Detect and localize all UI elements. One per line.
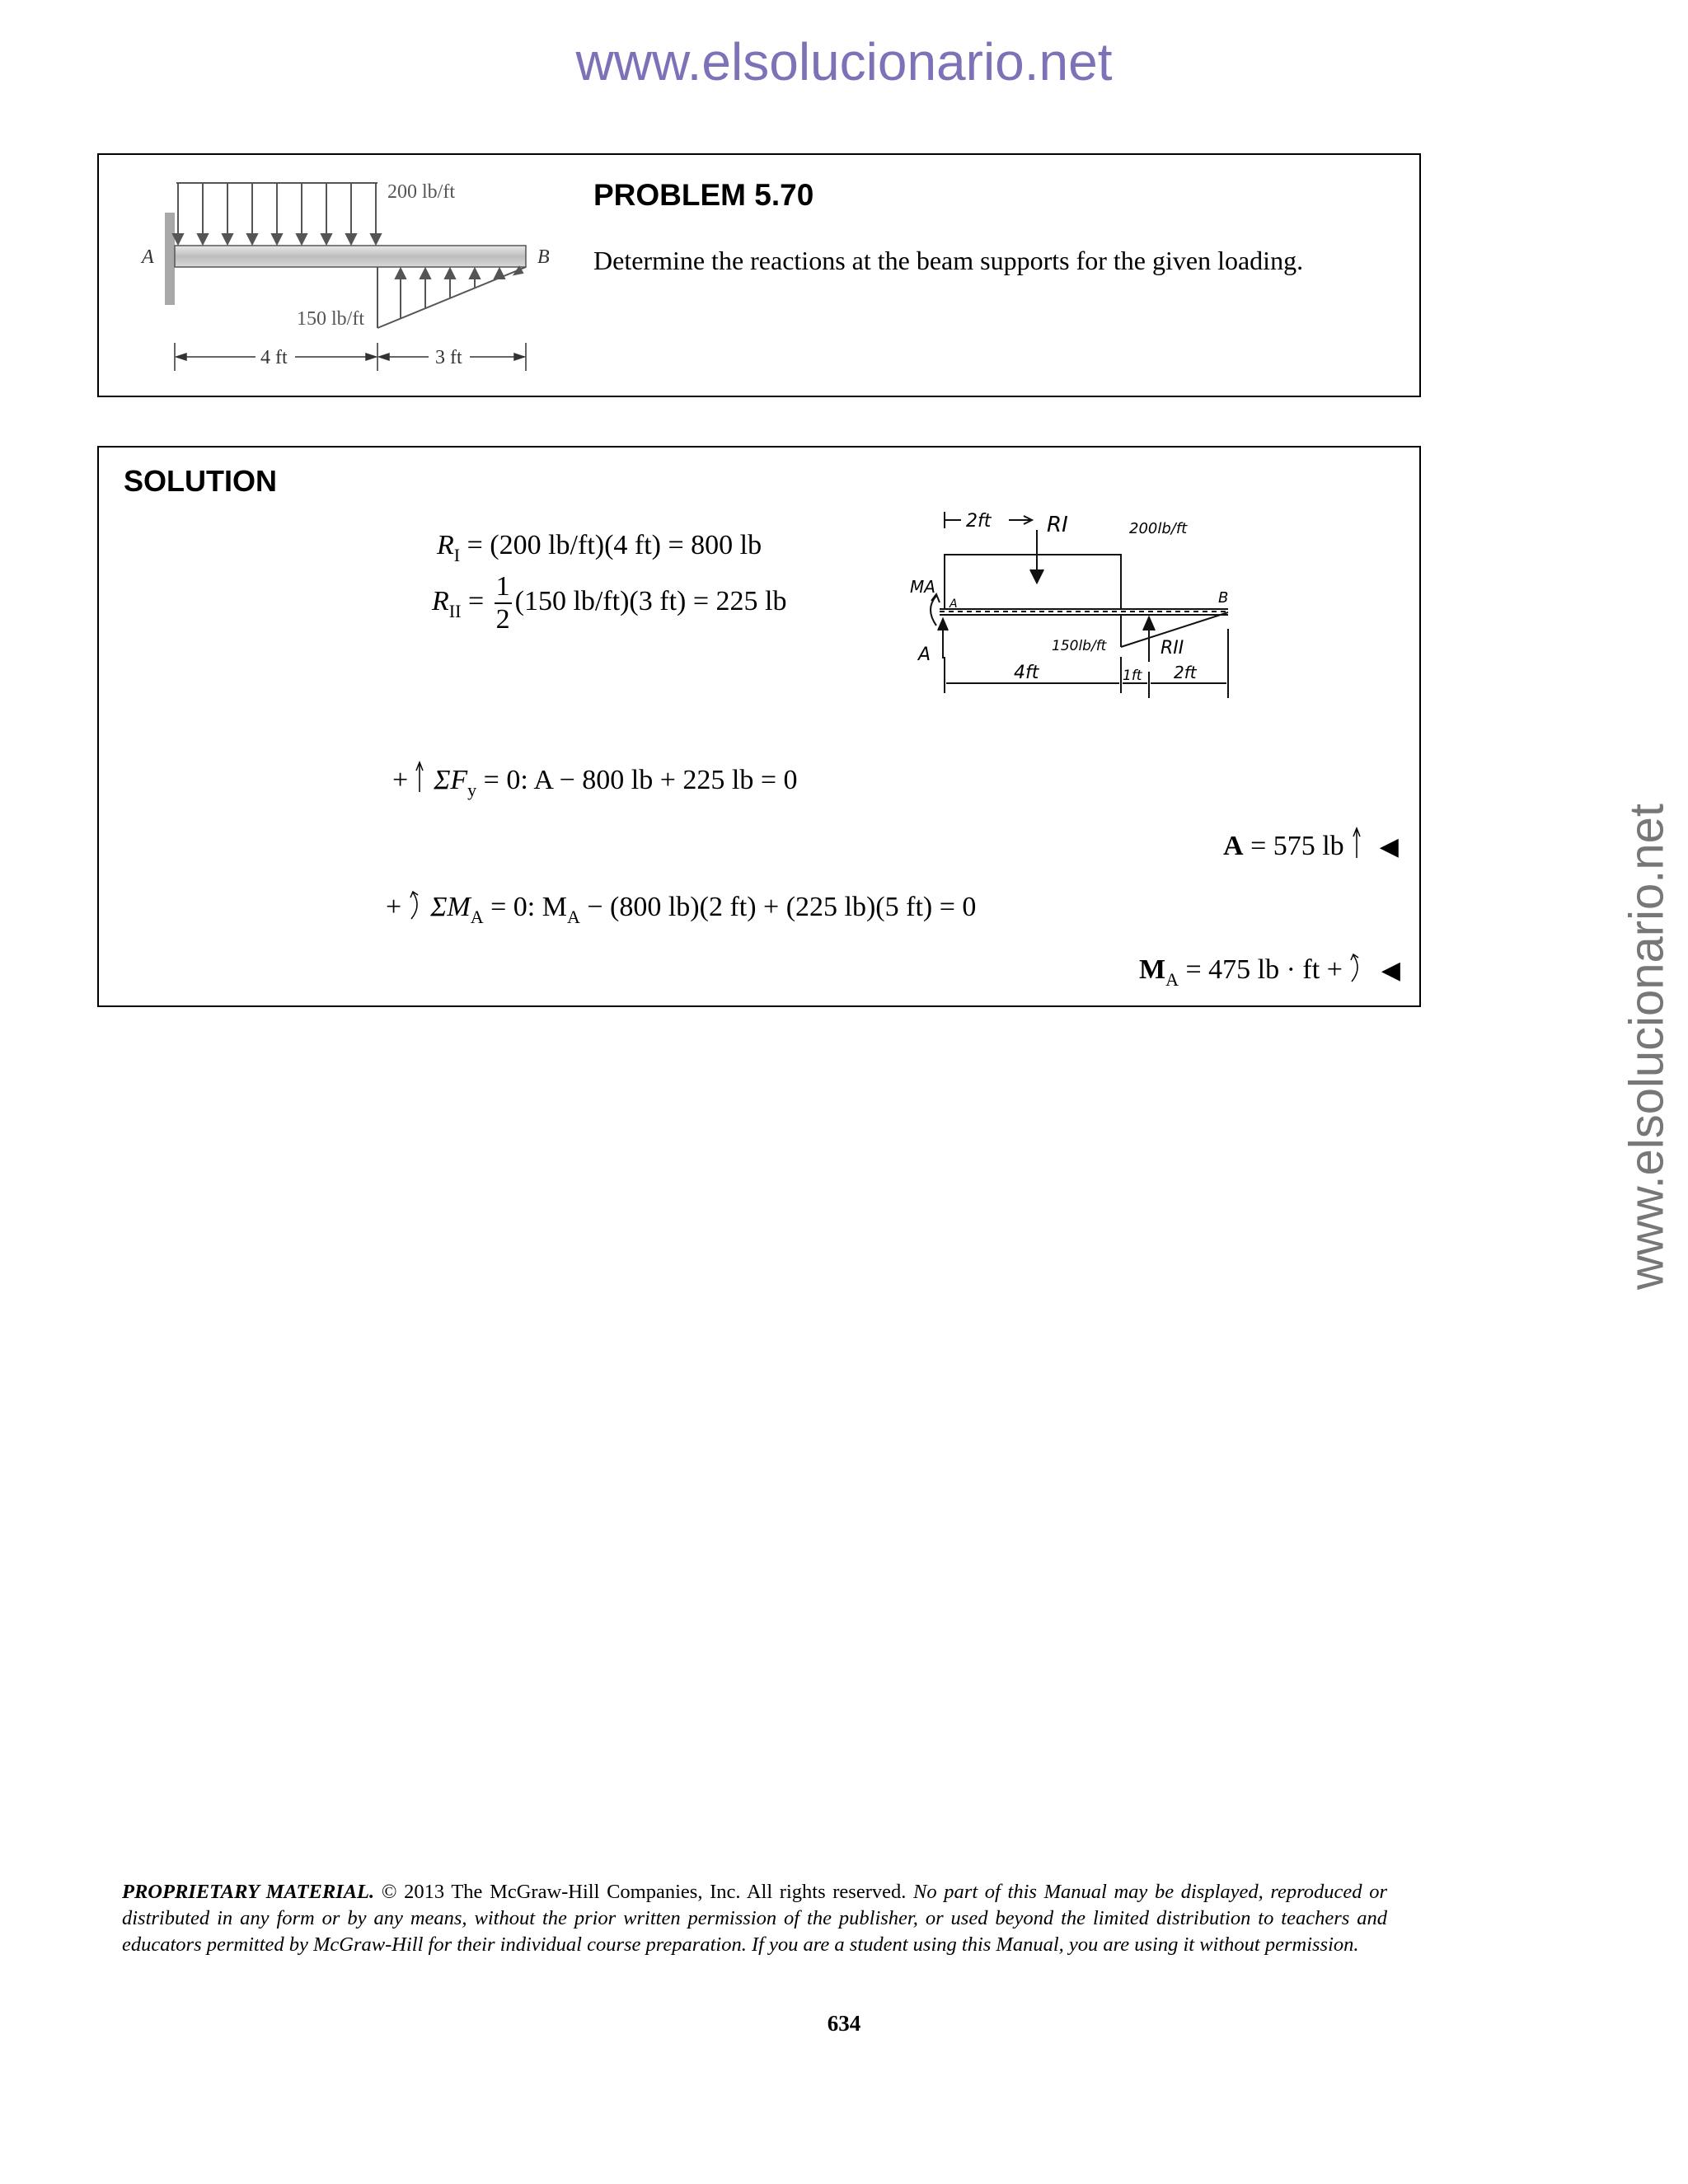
problem-title: PROBLEM 5.70: [593, 178, 814, 212]
result-a: A = 575 lb ◀: [1223, 827, 1399, 862]
label-b: B: [537, 246, 550, 268]
wall-support: [165, 213, 175, 305]
problem-box: [97, 153, 1421, 397]
sketch-ma: MA: [910, 577, 935, 597]
result-ma: $M_A = 475$ lb · ft + ◀: [1139, 952, 1400, 986]
ccw-rotation-icon: [409, 889, 424, 922]
dim-right: 3 ft: [435, 347, 462, 368]
sketch-dim-1ft: 1ft: [1123, 668, 1142, 684]
equation-sum-fy: + $\Sigma F_y = 0$: A − 800 lb + 225 lb = 0: [392, 761, 798, 796]
sketch-a-small: A: [950, 598, 958, 611]
watermark-top: www.elsolucionario.net: [575, 32, 1113, 91]
triangular-load: [377, 267, 526, 328]
sketch-load-150: 150lb/ft: [1052, 638, 1107, 654]
sketch-r1: RI: [1047, 513, 1068, 537]
arrow-up-icon: [1351, 827, 1362, 860]
answer-marker-icon: ◀: [1379, 832, 1399, 861]
free-body-sketch: [907, 497, 1269, 711]
sketch-dim-2ft: 2ft: [966, 511, 992, 532]
label-a: A: [142, 246, 154, 268]
sketch-load-200: 200lb/ft: [1129, 520, 1188, 537]
problem-figure: [99, 155, 560, 399]
sketch-dim-2ft-b: 2ft: [1174, 663, 1197, 682]
solution-box: [97, 446, 1421, 1007]
ccw-rotation-icon: [1349, 952, 1364, 985]
sketch-a-reaction: A: [918, 644, 931, 665]
sketch-r2: RII: [1160, 638, 1184, 658]
beam: [175, 246, 526, 267]
dim-left: 4 ft: [260, 347, 288, 368]
answer-marker-icon: ◀: [1381, 956, 1400, 985]
dimension-lines: [175, 343, 526, 371]
problem-text: Determine the reactions at the beam supports for the given loading.: [593, 246, 1304, 275]
equation-sum-ma: + $\Sigma M_A = 0$: $M_A - (800$ lb)(2 ft) + (225 lb)(5 ft) = 0: [386, 889, 976, 923]
solution-title: SOLUTION: [124, 464, 277, 498]
equation-r1: $R_I = (200$ lb/ft)(4 ft) = 800 lb: [437, 530, 762, 565]
fraction-one-half: $\frac{1}{2}$: [495, 571, 510, 635]
uniform-load: [173, 183, 381, 244]
label-uniform-load: 200 lb/ft: [387, 181, 455, 203]
equation-r2: $R_{II}$ = $\frac{1}{2}$ (150 lb/ft)(3 ft) = 225 lb: [432, 571, 787, 635]
label-triangular-load: 150 lb/ft: [297, 308, 364, 330]
footer-copyright: PROPRIETARY MATERIAL. © 2013 The McGraw-Hill Companies, Inc. All rights reserved. No part of this Manual may be displayed, reproduced or distributed in any form or by any means, without the prior written permission of the publisher, or used beyond the limited distribution to teachers and educators permitted by McGraw-Hill for their individual course preparation. If you are a student using this Manual, you are using it without permission.: [122, 1881, 1387, 1956]
sketch-b: B: [1218, 589, 1229, 607]
sketch-dim-4ft: 4ft: [1014, 663, 1039, 683]
arrow-up-icon: [415, 761, 427, 794]
watermark-side: www.elsolucionario.net: [1620, 804, 1674, 1290]
page-number: 634: [827, 2011, 861, 2036]
